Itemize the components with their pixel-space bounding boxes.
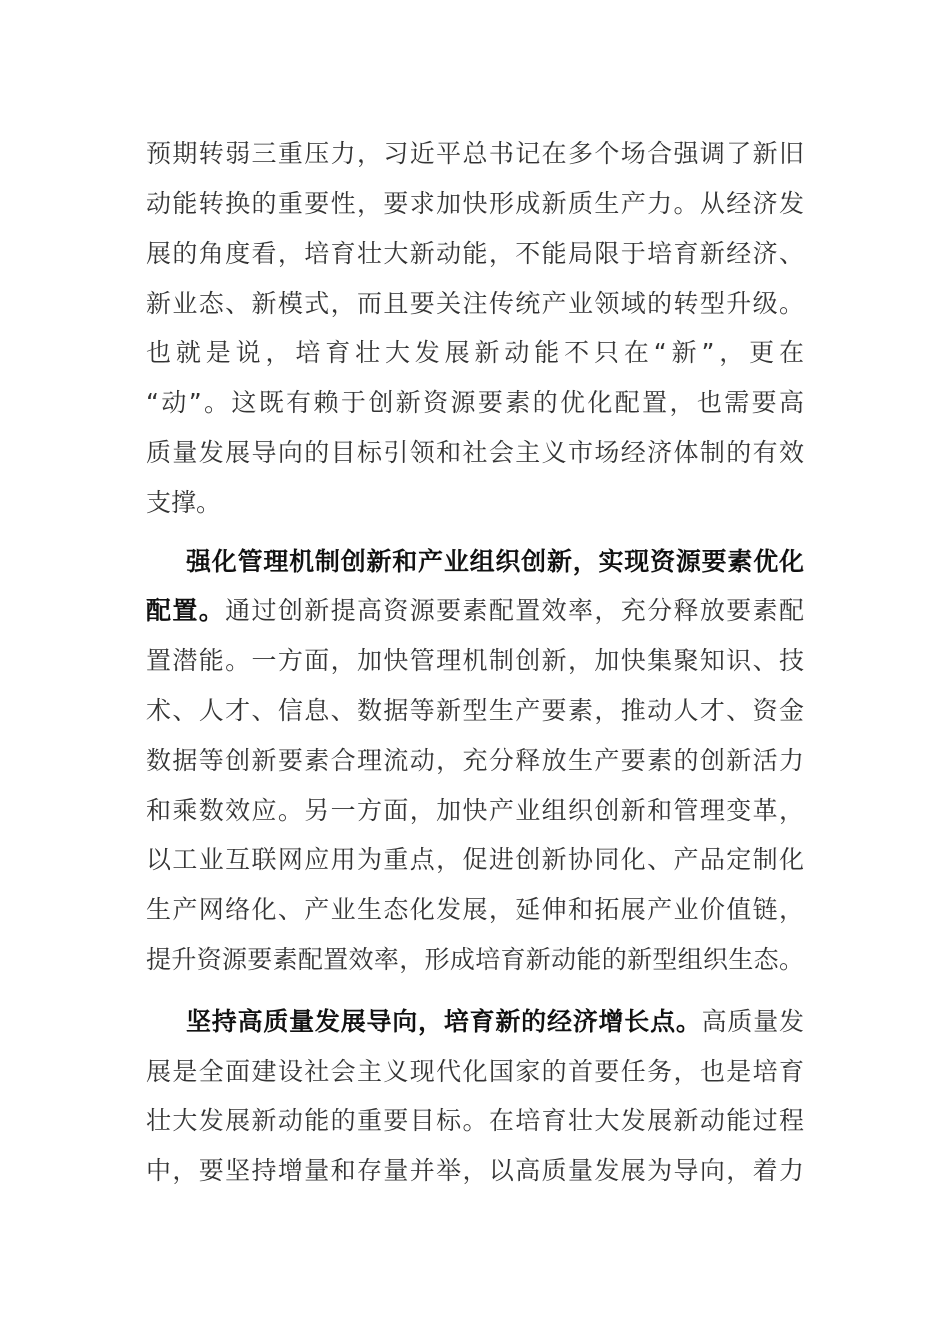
paragraph-line: 和乘数效应。另一方面，加快产业组织创新和管理变革， bbox=[146, 796, 804, 825]
paragraph-line bbox=[146, 591, 804, 631]
paragraph-line: 提升资源要素配置效率，形成培育新动能的新型组织生态。 bbox=[146, 945, 804, 974]
paragraph-line: 壮大发展新动能的重要目标。在培育壮大发展新动能过程 bbox=[146, 1106, 804, 1135]
paragraph-line bbox=[186, 1002, 804, 1042]
paragraph-line: 新业态、新模式，而且要关注传统产业领域的转型升级。 bbox=[146, 289, 804, 318]
paragraph-line: 展的角度看，培育壮大新动能，不能局限于培育新经济、 bbox=[146, 239, 804, 268]
paragraph-line: 数据等创新要素合理流动，充分释放生产要素的创新活力 bbox=[146, 746, 804, 775]
section-heading: 强化管理机制创新和产业组织创新，实现资源要素优化 bbox=[186, 547, 804, 576]
paragraph-line: 也就是说，培育壮大发展新动能不只在“新”，更在 bbox=[146, 338, 804, 367]
section-heading-end: 配置。 bbox=[146, 596, 226, 625]
paragraph-line: 术、人才、信息、数据等新型生产要素，推动人才、资金 bbox=[146, 696, 804, 725]
paragraph-line: “动”。这既有赖于创新资源要素的优化配置，也需要高 bbox=[146, 388, 804, 417]
paragraph-line: 置潜能。一方面，加快管理机制创新，加快集聚知识、技 bbox=[146, 646, 804, 675]
paragraph-line: 动能转换的重要性，要求加快形成新质生产力。从经济发 bbox=[146, 189, 804, 218]
paragraph-line: 生产网络化、产业生态化发展，延伸和拓展产业价值链， bbox=[146, 895, 804, 924]
paragraph-line: 以工业互联网应用为重点，促进创新协同化、产品定制化 bbox=[146, 845, 804, 874]
paragraph-line: 质量发展导向的目标引领和社会主义市场经济体制的有效 bbox=[146, 438, 804, 467]
paragraph-line: 中，要坚持增量和存量并举，以高质量发展为导向，着力 bbox=[146, 1156, 804, 1185]
paragraph-line: 支撑。 bbox=[146, 488, 222, 517]
paragraph-text: 高质量发 bbox=[701, 1007, 804, 1036]
paragraph-line: 预期转弱三重压力，习近平总书记在多个场合强调了新旧 bbox=[146, 139, 804, 168]
paragraph-text: 通过创新提高资源要素配置效率，充分释放要素配 bbox=[225, 596, 804, 625]
section-heading: 坚持高质量发展导向，培育新的经济增长点。 bbox=[186, 1007, 702, 1036]
paragraph-line: 展是全面建设社会主义现代化国家的首要任务，也是培育 bbox=[146, 1057, 804, 1086]
